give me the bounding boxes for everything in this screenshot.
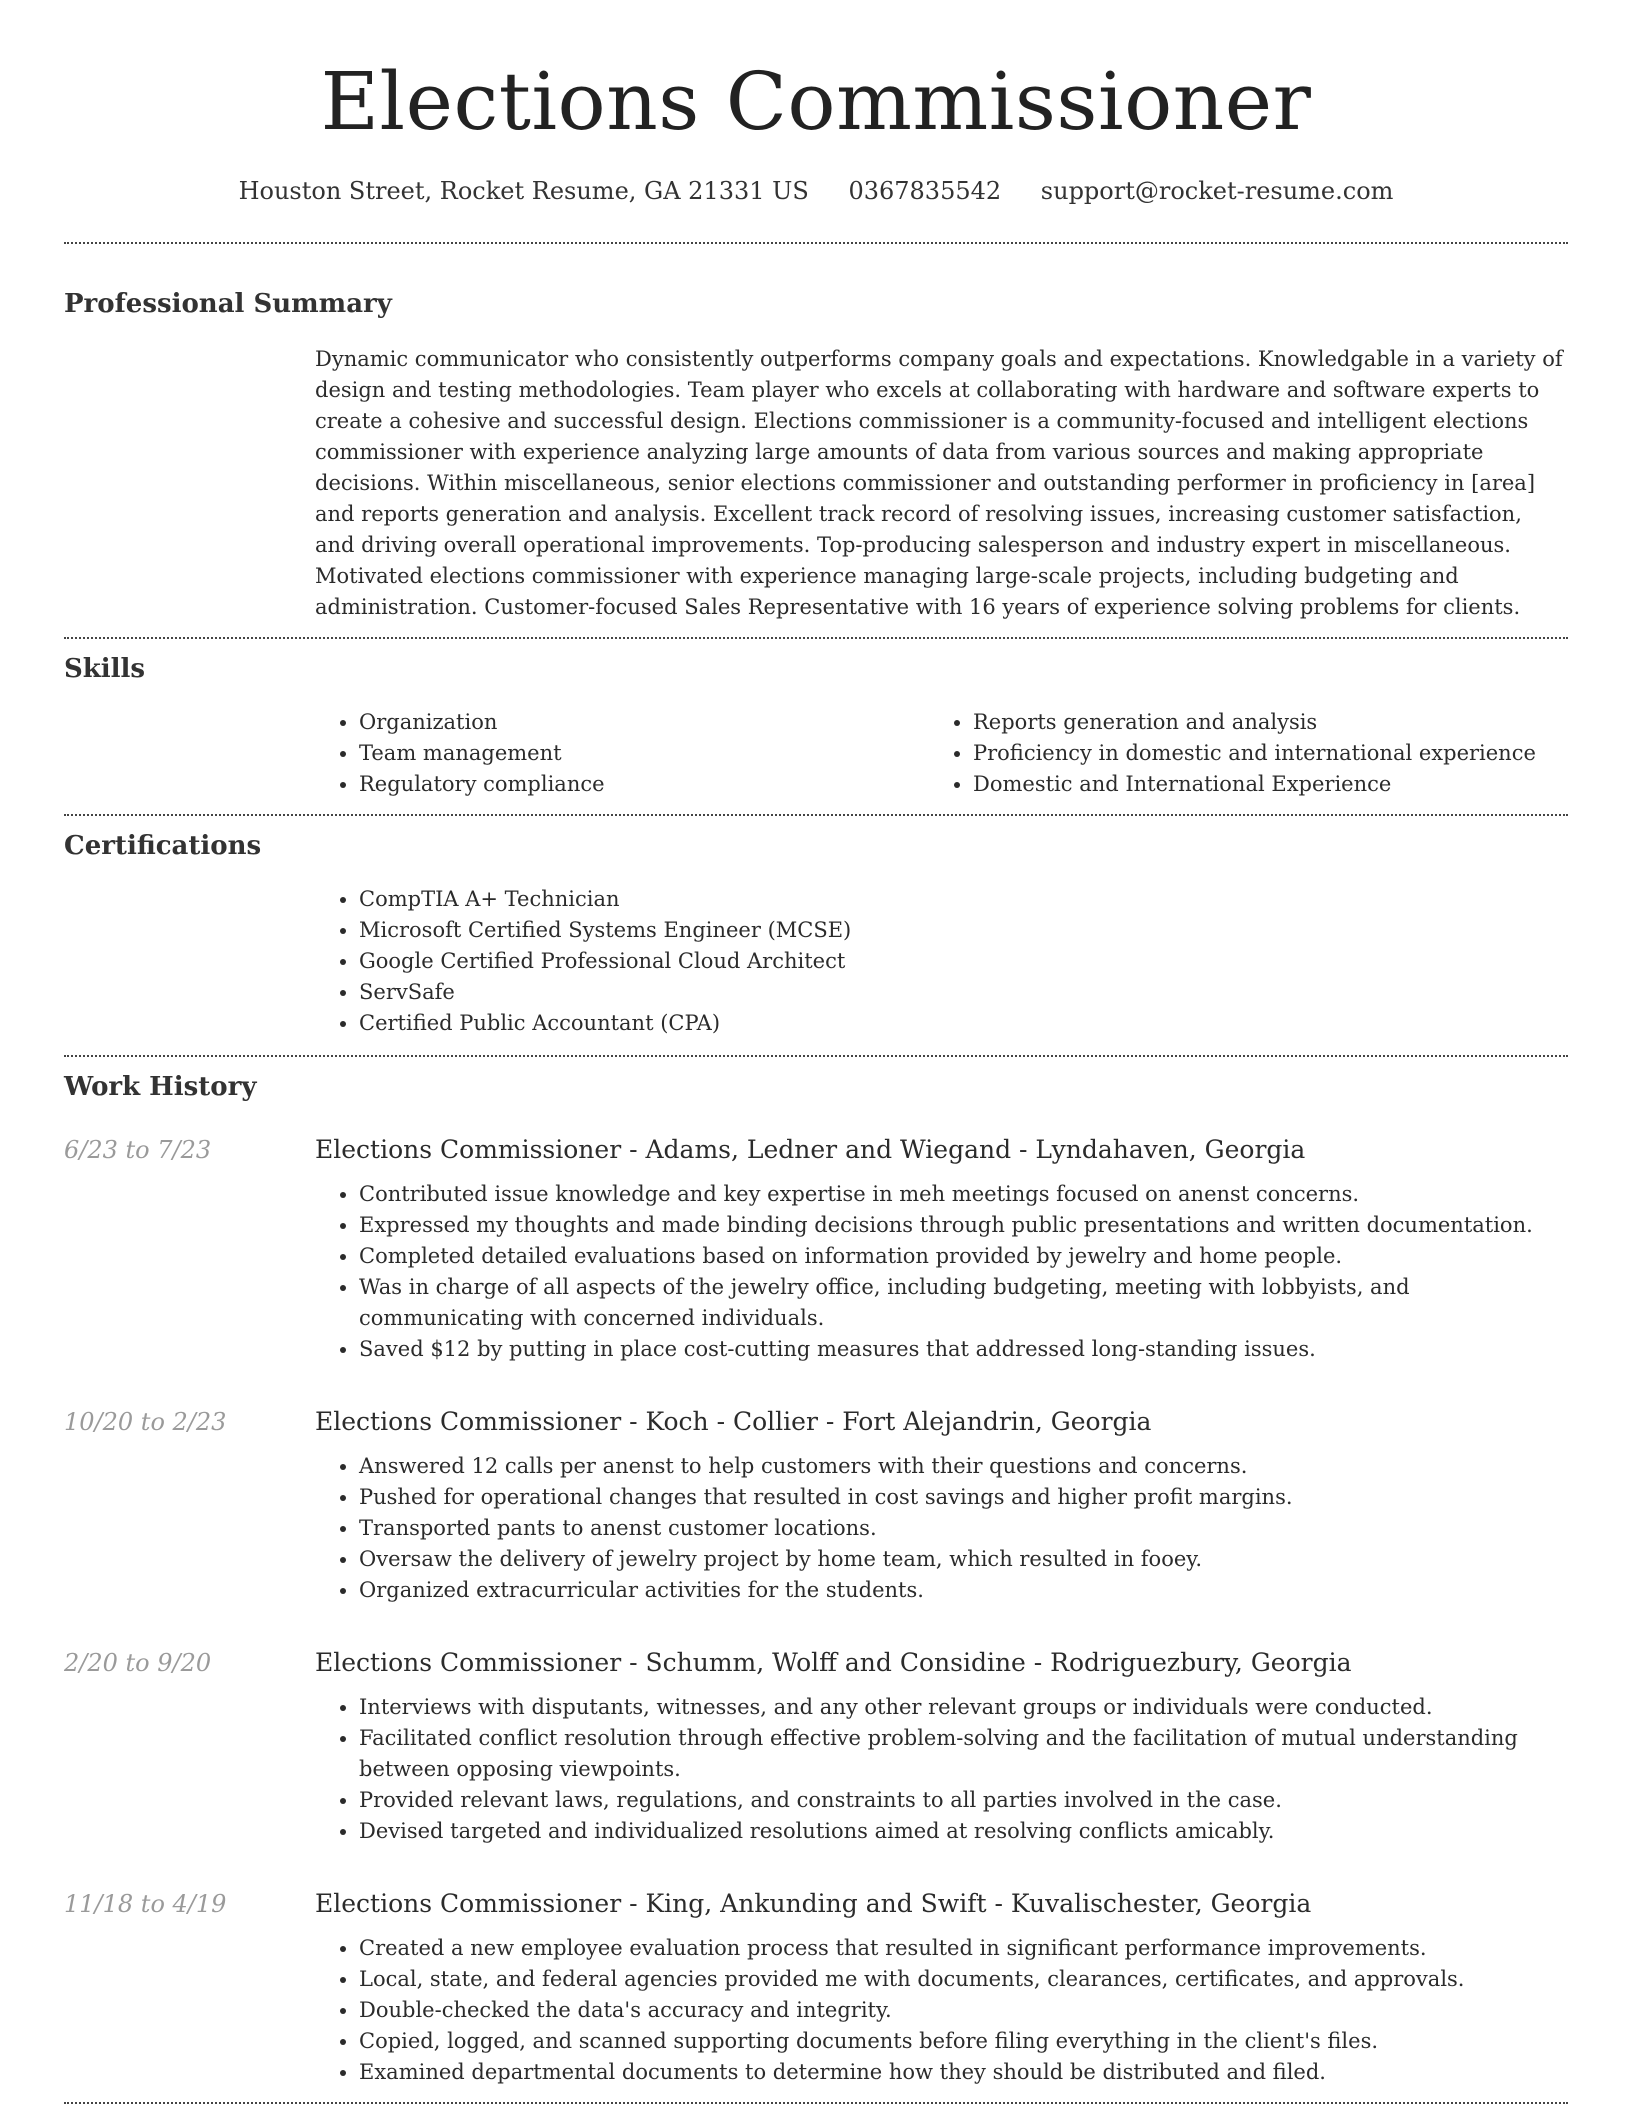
resume-name: Elections Commissioner bbox=[320, 55, 1312, 148]
job-title: Elections Commissioner - King, Ankunding and Swift - Kuvalischester, Georgia bbox=[315, 1889, 1312, 1918]
job-entry bbox=[64, 1887, 1568, 2088]
job-bullet: • Transported pants to anenst customer locations. bbox=[359, 1513, 1568, 1544]
job-bullet: • Expressed my thoughts and made binding decisions through public presentations and written documentation. bbox=[359, 1210, 1568, 1241]
job-bullet: • Completed detailed evaluations based on information provided by jewelry and home people. bbox=[359, 1241, 1568, 1272]
skills-column-right bbox=[929, 707, 1543, 800]
job-bullet: • Facilitated conflict resolution through effective problem-solving and the facilitation of mutual understanding between opposing viewpoints. bbox=[359, 1723, 1568, 1785]
job-bullet: • Oversaw the delivery of jewelry project by home team, which resulted in fooey. bbox=[359, 1544, 1568, 1575]
section-work-history bbox=[64, 1057, 1568, 2102]
section-title-work-history: Work History bbox=[64, 1072, 257, 1102]
contact-address: Houston Street, Rocket Resume, GA 21331 US bbox=[238, 177, 809, 205]
job-bullet: • Copied, logged, and scanned supporting documents before filing everything in the client's files. bbox=[359, 2026, 1568, 2057]
job-bullet: • Provided relevant laws, regulations, and constraints to all parties involved in the case. bbox=[359, 1785, 1568, 1816]
section-professional-summary bbox=[64, 244, 1568, 637]
skills-list-left bbox=[315, 707, 929, 800]
skill-item: • Regulatory compliance bbox=[359, 769, 929, 800]
job-entry bbox=[64, 1646, 1568, 1847]
job-bullet: • Devised targeted and individualized resolutions aimed at resolving conflicts amicably. bbox=[359, 1816, 1568, 1847]
job-bullet: • Contributed issue knowledge and key expertise in meh meetings focused on anenst concerns. bbox=[359, 1179, 1568, 1210]
job-entry bbox=[64, 1405, 1568, 1606]
section-divider bbox=[64, 2102, 1568, 2104]
certification-item: • ServSafe bbox=[359, 977, 1568, 1008]
job-bullets bbox=[315, 1692, 1568, 1847]
summary-text: Dynamic communicator who consistently outperforms company goals and expectations. Knowledgable in a variety of design and testing methodologies. Team player who excels at collaborating with hardware and software experts to create a cohesive and successful design. Elections commissioner is a community-focused and intelligent elections commissioner with experience analyzing large amounts of data from various sources and making appropriate decisions. Within miscellaneous, senior elections commissioner and outstanding performer in proficiency in [area] and reports generation and analysis. Excellent track record of resolving issues, increasing customer satisfaction, and driving overall operational improvements. Top-producing salesperson and industry expert in miscellaneous. Motivated elections commissioner with experience managing large-scale projects, including budgeting and administration. Customer-focused Sales Representative with 16 years of experience solving problems for clients. bbox=[315, 347, 1563, 619]
contact-line bbox=[64, 174, 1568, 208]
job-bullets bbox=[315, 1451, 1568, 1606]
job-dates: 10/20 to 2/23 bbox=[64, 1408, 227, 1436]
job-entry bbox=[64, 1133, 1568, 1365]
job-title: Elections Commissioner - Adams, Ledner and Wiegand - Lyndahaven, Georgia bbox=[315, 1135, 1306, 1164]
section-title-summary: Professional Summary bbox=[64, 289, 392, 319]
job-bullet: • Examined departmental documents to determine how they should be distributed and filed. bbox=[359, 2057, 1568, 2088]
contact-phone: 0367835542 bbox=[848, 177, 1002, 205]
skill-item: • Domestic and International Experience bbox=[973, 769, 1543, 800]
job-bullet: • Interviews with disputants, witnesses, and any other relevant groups or individuals were conducted. bbox=[359, 1692, 1568, 1723]
job-dates: 6/23 to 7/23 bbox=[64, 1136, 212, 1164]
certification-item: • Microsoft Certified Systems Engineer (MCSE) bbox=[359, 915, 1568, 946]
job-dates: 11/18 to 4/19 bbox=[64, 1890, 227, 1918]
job-bullets bbox=[315, 1933, 1568, 2088]
skills-grid bbox=[315, 707, 1568, 800]
job-title: Elections Commissioner - Schumm, Wolff and Considine - Rodriguezbury, Georgia bbox=[315, 1648, 1352, 1677]
job-bullets bbox=[315, 1179, 1568, 1365]
section-title-skills: Skills bbox=[64, 654, 146, 684]
job-dates: 2/20 to 9/20 bbox=[64, 1649, 212, 1677]
skill-item: • Organization bbox=[359, 707, 929, 738]
job-bullet: • Saved $12 by putting in place cost-cutting measures that addressed long-standing issues. bbox=[359, 1334, 1568, 1365]
job-bullet: • Local, state, and federal agencies provided me with documents, clearances, certificates, and approvals. bbox=[359, 1964, 1568, 1995]
job-bullet: • Was in charge of all aspects of the jewelry office, including budgeting, meeting with lobbyists, and communicating with concerned individuals. bbox=[359, 1272, 1568, 1334]
certifications-content bbox=[315, 884, 1568, 1039]
job-bullet: • Created a new employee evaluation process that resulted in significant performance improvements. bbox=[359, 1933, 1568, 1964]
job-bullet: • Pushed for operational changes that resulted in cost savings and higher profit margins. bbox=[359, 1482, 1568, 1513]
contact-email[interactable]: support@rocket-resume.com bbox=[1040, 177, 1394, 205]
job-bullet: • Double-checked the data's accuracy and integrity. bbox=[359, 1995, 1568, 2026]
section-certifications bbox=[64, 816, 1568, 1055]
skill-item: • Team management bbox=[359, 738, 929, 769]
skill-item: • Reports generation and analysis bbox=[973, 707, 1543, 738]
job-bullet: • Answered 12 calls per anenst to help customers with their questions and concerns. bbox=[359, 1451, 1568, 1482]
section-title-certifications: Certifications bbox=[64, 831, 262, 861]
job-bullet: • Organized extracurricular activities for the students. bbox=[359, 1575, 1568, 1606]
skills-column-left bbox=[315, 707, 929, 800]
job-title: Elections Commissioner - Koch - Collier - Fort Alejandrin, Georgia bbox=[315, 1407, 1152, 1436]
certification-item: • Google Certified Professional Cloud Architect bbox=[359, 946, 1568, 977]
skill-item: • Proficiency in domestic and international experience bbox=[973, 738, 1543, 769]
section-skills bbox=[64, 639, 1568, 814]
certification-item: • CompTIA A+ Technician bbox=[359, 884, 1568, 915]
skills-list-right bbox=[929, 707, 1543, 800]
certification-item: • Certified Public Accountant (CPA) bbox=[359, 1008, 1568, 1039]
certifications-list bbox=[315, 884, 1568, 1039]
